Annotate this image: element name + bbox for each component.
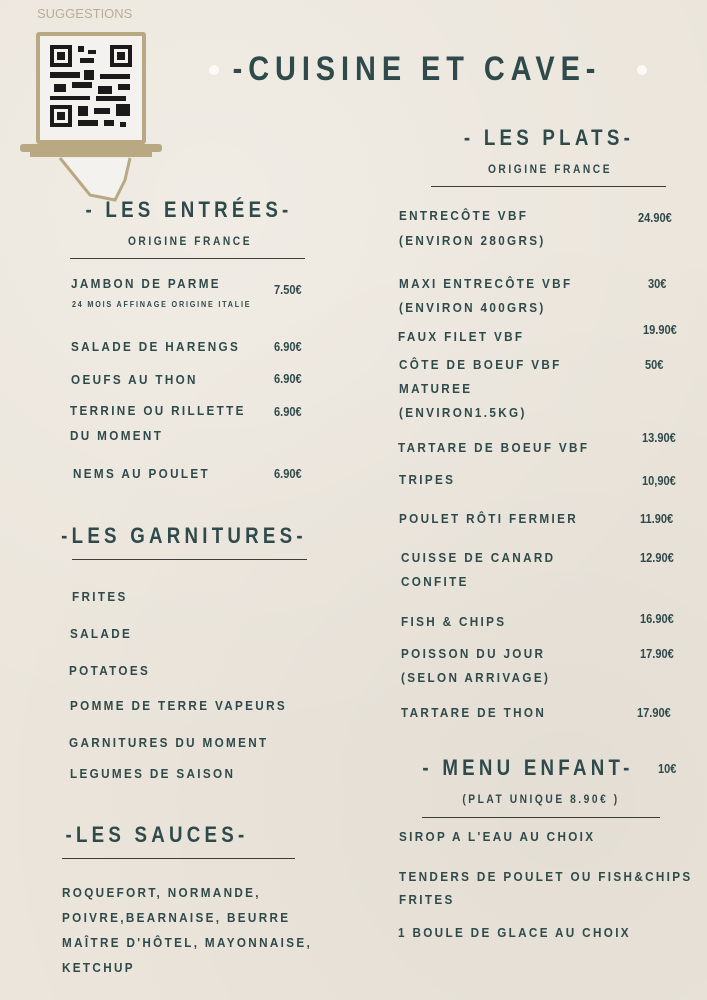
decorative-dot [209,65,219,75]
menu-item-name: NEMS AU POULET [73,466,210,481]
qr-tray-illustration [20,30,165,205]
menu-item-name: (ENVIRON 280GRS) [399,233,546,248]
entrees-origin: ORIGINE FRANCE [127,234,253,248]
menu-item-name: (SELON ARRIVAGE) [401,670,551,685]
menu-item-name: CUISSE DE CANARD [401,550,556,565]
menu-item-name: TARTARE DE BOEUF VBF [398,440,590,455]
menu-item-price: 17.90€ [640,646,674,661]
menu-item-price: 11.90€ [640,511,674,526]
suggestions-label: SUGGESTIONS [37,6,133,21]
menu-item-price: 19.90€ [643,322,677,337]
menu-item-price: 24.90€ [638,210,672,225]
section-title-entrees: - LES ENTRÉES- [85,197,293,222]
menu-item-name: (ENVIRON 400GRS) [399,300,546,315]
menu-enfant-line: TENDERS DE POULET OU FISH&CHIPS [399,869,693,884]
menu-item-name: CÔTE DE BOEUF VBF [399,357,562,372]
menu-item-name: DU MOMENT [70,428,164,443]
menu-enfant-subtitle: (PLAT UNIQUE 8.90€ ) [462,792,620,806]
divider [422,817,660,818]
menu-item-price: 17.90€ [637,705,671,720]
section-title-menu-enfant: - MENU ENFANT- [422,755,634,780]
divider [62,858,295,859]
menu-item-price: 10,90€ [642,473,676,488]
divider [70,258,305,259]
menu-item-name: FAUX FILET VBF [398,329,525,344]
menu-item-price: 12.90€ [640,550,674,565]
menu-item-name: FISH & CHIPS [401,614,507,629]
menu-item-price: 7.50€ [274,282,302,297]
menu-item-name: MATUREE [399,381,473,396]
menu-item-name: CONFITE [401,574,469,589]
menu-enfant-line: SIROP A L'EAU AU CHOIX [399,829,596,844]
menu-item-name: TARTARE DE THON [401,705,547,720]
menu-item-price: 6.90€ [274,339,302,354]
section-title-sauces: -LES SAUCES- [65,822,249,847]
menu-item-note: 24 MOIS AFFINAGE ORIGINE ITALIE [72,300,252,309]
section-title-plats: - LES PLATS- [463,125,635,150]
divider [431,186,666,187]
menu-item-price: 50€ [645,357,664,372]
garniture-item: POTATOES [69,663,151,678]
menu-item-name: POULET RÔTI FERMIER [399,511,579,526]
plats-origin: ORIGINE FRANCE [487,162,613,176]
menu-enfant-price: 10€ [658,761,677,776]
menu-item-name: MAXI ENTRECÔTE VBF [399,276,573,291]
decorative-dot [637,65,647,75]
menu-item-name: JAMBON DE PARME [71,276,221,291]
menu-item-price: 30€ [648,276,667,291]
sauces-line: POIVRE,BEARNAISE, BEURRE [62,910,291,925]
menu-item-price: 6.90€ [274,466,302,481]
menu-item-name: OEUFS AU THON [71,372,198,387]
sauces-line: MAÎTRE D'HÔTEL, MAYONNAISE, [62,935,313,950]
garniture-item: POMME DE TERRE VAPEURS [70,698,288,713]
menu-item-name: (ENVIRON1.5KG) [399,405,527,420]
menu-enfant-line: 1 BOULE DE GLACE AU CHOIX [398,925,631,940]
garniture-item: FRITES [72,589,128,604]
menu-item-name: TERRINE OU RILLETTE [70,403,246,418]
menu-item-price: 6.90€ [274,371,302,386]
menu-item-price: 6.90€ [274,404,302,419]
garniture-item: SALADE [70,626,133,641]
page-title: -CUISINE ET CAVE- [232,50,602,88]
menu-item-name: ENTRECÔTE VBF [399,208,529,223]
sauces-line: ROQUEFORT, NORMANDE, [62,885,261,900]
menu-item-name: POISSON DU JOUR [401,646,546,661]
sauces-line: KETCHUP [62,960,135,975]
garniture-item: LEGUMES DE SAISON [70,766,236,781]
garniture-item: GARNITURES DU MOMENT [69,735,269,750]
divider [72,559,307,560]
section-title-garnitures: -LES GARNITURES- [61,523,307,548]
menu-item-name: TRIPES [399,472,456,487]
menu-item-price: 16.90€ [640,611,674,626]
menu-enfant-line: FRITES [399,892,455,907]
menu-item-price: 13.90€ [642,430,676,445]
menu-item-name: SALADE DE HARENGS [71,339,241,354]
